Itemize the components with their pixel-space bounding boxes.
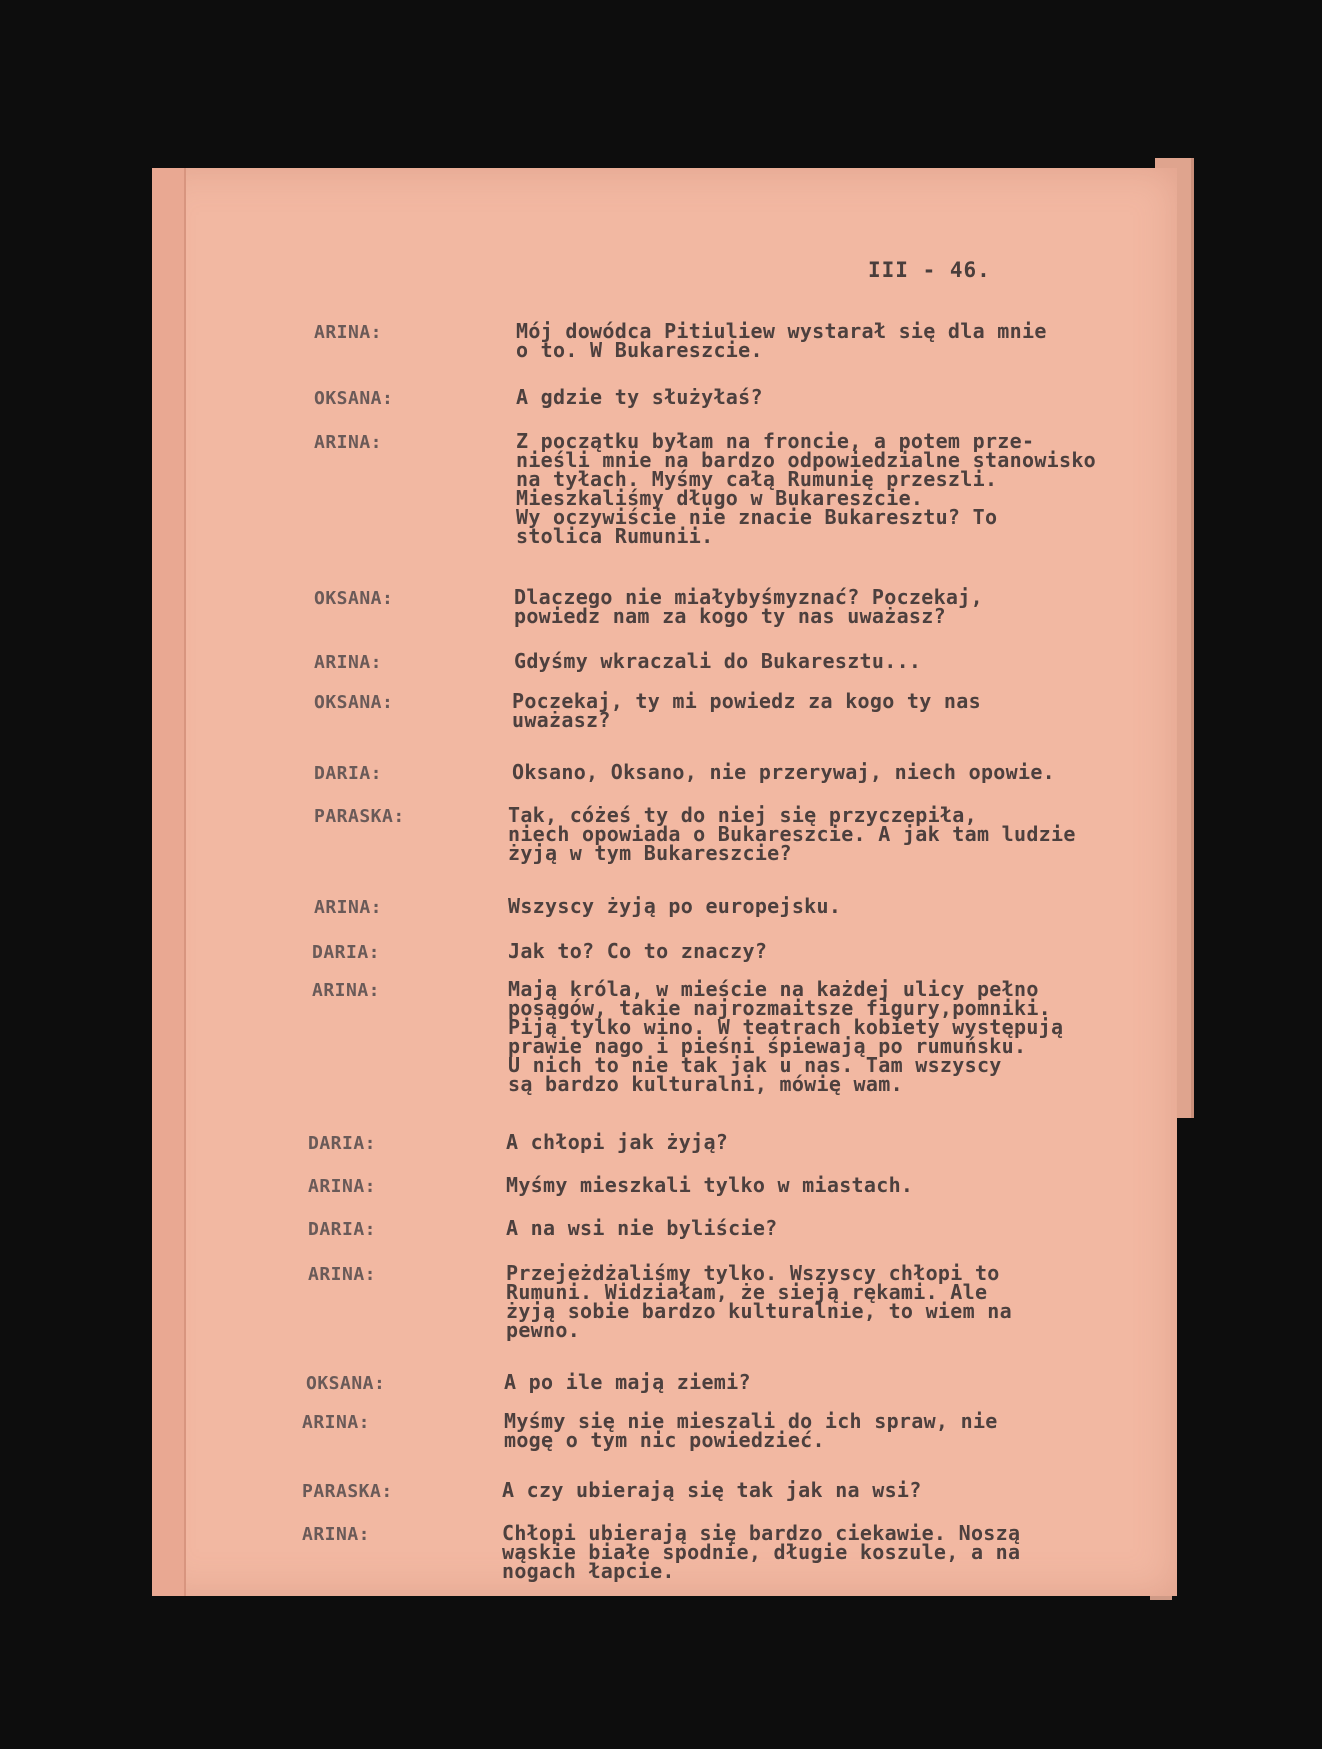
dialogue-line: Jak to? Co to znaczy? xyxy=(508,939,768,963)
speaker-name: PARASKA: xyxy=(314,806,405,827)
speaker-name: PARASKA: xyxy=(302,1481,393,1502)
speaker-name: OKSANA: xyxy=(314,588,394,609)
speaker-name: DARIA: xyxy=(308,1133,377,1154)
dialogue-line: powiedz nam za kogo ty nas uważasz? xyxy=(514,604,946,628)
dialogue-line: Mój dowódca Pitiuliew wystarał się dla mnie xyxy=(516,319,1047,343)
speaker-name: DARIA: xyxy=(308,1219,377,1240)
dialogue-line: Poczekaj, ty mi powiedz za kogo ty nas xyxy=(512,689,981,713)
dialogue-line: Piją tylko wino. W teatrach kobiety występują xyxy=(508,1015,1064,1039)
dialogue-line: żyją w tym Bukareszcie? xyxy=(508,841,792,865)
dialogue-line: uważasz? xyxy=(512,708,611,732)
dialogue-line: Wszyscy żyją po europejsku. xyxy=(508,894,842,918)
dialogue-line: mogę o tym nic powiedzieć. xyxy=(504,1428,825,1452)
dialogue-line: niech opowiada o Bukareszcie. A jak tam ludzie xyxy=(508,822,1076,846)
dialogue-line: Przejeżdżaliśmy tylko. Wszyscy chłopi to xyxy=(506,1261,1000,1285)
dialogue-line: Myśmy mieszkali tylko w miastach. xyxy=(506,1173,914,1197)
dialogue-line: Gdyśmy wkraczali do Bukaresztu... xyxy=(514,649,922,673)
page-number: III - 46. xyxy=(868,258,991,282)
dialogue-line: posągów, takie najrozmaitsze figury,pomniki. xyxy=(508,996,1052,1020)
dialogue-line: na tyłach. Myśmy całą Rumunię przeszli. xyxy=(516,467,998,491)
speaker-name: ARINA: xyxy=(302,1412,371,1433)
speaker-name: DARIA: xyxy=(314,763,383,784)
dialogue-line: A czy ubierają się tak jak na wsi? xyxy=(502,1478,922,1502)
dialogue-line: Dlaczego nie miałybyśmyznać? Poczekaj, xyxy=(514,585,983,609)
speaker-name: ARINA: xyxy=(308,1264,377,1285)
dialogue-line: o to. W Bukareszcie. xyxy=(516,338,763,362)
dialogue-line: U nich to nie tak jak u nas. Tam wszyscy xyxy=(508,1053,1002,1077)
speaker-name: ARINA: xyxy=(308,1176,377,1197)
speaker-name: ARINA: xyxy=(314,652,383,673)
page-binding-strip xyxy=(152,168,186,1596)
dialogue-line: Wy oczywiście nie znacie Bukaresztu? To xyxy=(516,505,998,529)
dialogue-line: A po ile mają ziemi? xyxy=(504,1370,751,1394)
dialogue-line: A na wsi nie byliście? xyxy=(506,1216,778,1240)
dialogue-line: A chłopi jak żyją? xyxy=(506,1130,729,1154)
dialogue-line: nogach łapcie. xyxy=(502,1559,675,1583)
dialogue-line: są bardzo kulturalni, mówię wam. xyxy=(508,1072,903,1096)
dialogue-line: Chłopi ubierają się bardzo ciekawie. Noszą xyxy=(502,1521,1021,1545)
dialogue-line: stolica Rumunii. xyxy=(516,524,714,548)
speaker-name: ARINA: xyxy=(314,432,383,453)
dialogue-line: żyją sobie bardzo kulturalnie, to wiem na xyxy=(506,1299,1012,1323)
speaker-name: DARIA: xyxy=(312,942,381,963)
dialogue-line: prawie nago i pieśni śpiewają po rumuńsku. xyxy=(508,1034,1027,1058)
dialogue-line: nieśli mnie na bardzo odpowiedzialne stanowisko xyxy=(516,448,1097,472)
dialogue-line: Myśmy się nie mieszali do ich spraw, nie xyxy=(504,1409,998,1433)
dialogue-line: wąskie białe spodnie, długie koszule, a na xyxy=(502,1540,1021,1564)
dialogue-line: Oksano, Oksano, nie przerywaj, niech opowie. xyxy=(512,760,1056,784)
dialogue-line: pewno. xyxy=(506,1318,581,1342)
speaker-name: ARINA: xyxy=(314,322,383,343)
dialogue-line: Mają króla, w mieście na każdej ulicy pełno xyxy=(508,977,1039,1001)
dialogue-line: A gdzie ty służyłaś? xyxy=(516,385,763,409)
speaker-name: OKSANA: xyxy=(314,388,394,409)
dialogue-line: Mieszkaliśmy długo w Bukareszcie. xyxy=(516,486,924,510)
speaker-name: ARINA: xyxy=(302,1524,371,1545)
speaker-name: ARINA: xyxy=(314,897,383,918)
dialogue-line: Tak, cóżeś ty do niej się przyczepiła, xyxy=(508,803,977,827)
speaker-name: OKSANA: xyxy=(306,1373,386,1394)
speaker-name: ARINA: xyxy=(312,980,381,1001)
dialogue-line: Z początku byłam na froncie, a potem prze- xyxy=(516,429,1035,453)
dialogue-line: Rumuni. Widziałam, że sieją rękami. Ale xyxy=(506,1280,988,1304)
speaker-name: OKSANA: xyxy=(314,692,394,713)
